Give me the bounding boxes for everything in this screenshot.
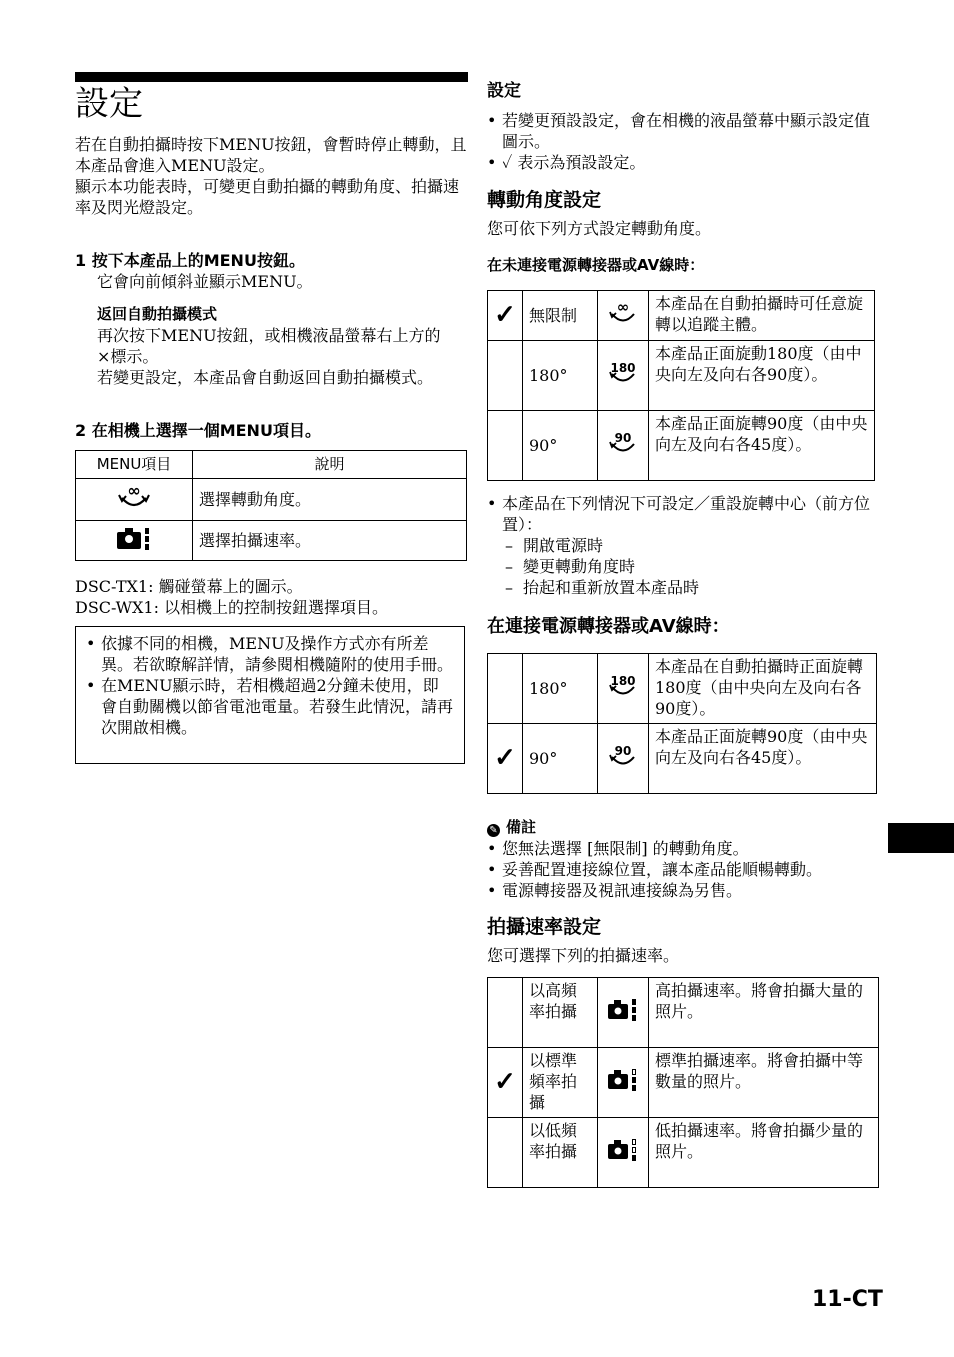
option-desc: 本產品正面旋轉90度（由中央向左及向右各45度）。 <box>649 411 875 481</box>
settings-heading: 設定 <box>487 81 521 101</box>
remarks-heading: 備註 <box>506 818 537 836</box>
shooting-rate-icon <box>76 521 193 561</box>
default-check: ✓ <box>488 724 523 794</box>
intro <box>75 134 470 218</box>
shooting-heading: 拍攝速率設定 <box>487 916 602 938</box>
unplugged-heading: 在未連接電源轉接器或AV線時： <box>487 256 705 274</box>
page-title: 設定 <box>75 84 143 124</box>
intro-line-1: 若在自動拍攝時按下MENU按鈕，會暫時停止轉動，且本產品會進入MENU設定。 <box>75 135 467 175</box>
rotate-180-icon <box>598 341 649 411</box>
remark-item: • 您無法選擇 [無限制] 的轉動角度。 <box>487 838 887 859</box>
rotation-icon <box>76 479 193 521</box>
menu-row-desc: 選擇拍攝速率。 <box>193 521 467 561</box>
caution-box <box>75 626 465 764</box>
remarks-section <box>487 817 887 901</box>
option-desc: 低拍攝速率。將會拍攝少量的照片。 <box>649 1118 879 1188</box>
option-desc: 本產品正面旋動180度（由中央向左及向右各90度）。 <box>649 341 875 411</box>
note-icon: ✎ <box>487 824 500 837</box>
rotation-icon-text: 180 <box>610 361 636 375</box>
step-1 <box>75 250 470 388</box>
standard-rate-icon <box>598 1048 649 1118</box>
section-tab <box>888 823 954 853</box>
option-desc: 本產品在自動拍攝時可任意旋轉以追蹤主體。 <box>649 291 875 341</box>
option-label: 以標準頻率拍攝 <box>523 1048 598 1118</box>
rotation-icon-text: 90 <box>614 431 632 445</box>
step-2-label: 2 在相機上選擇一個MENU項目。 <box>75 421 321 440</box>
option-desc: 標準拍攝速率。將會拍攝中等數量的照片。 <box>649 1048 879 1118</box>
option-label: 無限制 <box>523 291 598 341</box>
rotation-plugged-table <box>487 653 877 794</box>
step-1-label: 1 按下本產品上的MENU按鈕。 <box>75 251 305 270</box>
default-check <box>488 341 523 411</box>
rotation-heading: 轉動角度設定 <box>487 189 602 211</box>
return-text-2: 若變更設定，本產品會自動返回自動拍攝模式。 <box>97 368 434 387</box>
rotation-icon-text: 90 <box>614 744 632 758</box>
device-note: DSC-TX1: 觸碰螢幕上的圖示。 <box>75 577 303 596</box>
default-check: ✓ <box>488 1048 523 1118</box>
menu-row-desc: 選擇轉動角度。 <box>193 479 467 521</box>
rotation-desc: 您可依下列方式設定轉動角度。 <box>487 219 712 238</box>
low-rate-icon <box>598 1118 649 1188</box>
rotate-180-icon <box>598 654 649 724</box>
reset-item: – 開啟電源時 <box>505 535 877 556</box>
remark-item: • 妥善配置連接線位置，讓本產品能順暢轉動。 <box>487 859 887 880</box>
plugged-heading: 在連接電源轉接器或AV線時： <box>487 616 730 637</box>
default-check <box>488 1118 523 1188</box>
reset-item: – 抬起和重新放置本產品時 <box>505 577 877 598</box>
rotate-90-icon <box>598 411 649 481</box>
reset-item: – 變更轉動角度時 <box>505 556 877 577</box>
reset-section <box>487 493 877 598</box>
option-desc: 高拍攝速率。將會拍攝大量的照片。 <box>649 978 879 1048</box>
device-note: DSC-WX1: 以相機上的控制按鈕選擇項目。 <box>75 598 389 617</box>
reset-bullet: • 本產品在下列情況下可設定／重設旋轉中心（前方位置）： <box>487 493 877 535</box>
option-desc: 本產品在自動拍攝時正面旋轉180度（由中央向左及向右各90度）。 <box>649 654 877 724</box>
page-number: 11-CT <box>812 1287 883 1312</box>
option-label: 90° <box>523 724 598 794</box>
default-check <box>488 411 523 481</box>
rotation-icon-text: ∞ <box>616 298 630 316</box>
step-2 <box>75 420 470 441</box>
remark-item: • 電源轉接器及視訊連接線為另售。 <box>487 880 887 901</box>
rotation-unplugged-table <box>487 290 875 481</box>
option-desc: 本產品正面旋轉90度（由中央向左及向右各45度）。 <box>649 724 877 794</box>
rotation-icon-text: 180 <box>610 674 636 688</box>
device-notes <box>75 576 470 618</box>
menu-table <box>75 450 467 561</box>
caution-item: • 依據不同的相機，MENU及操作方式亦有所差異。若欲瞭解詳情，請參閱相機隨附的使用手冊。 <box>86 633 454 675</box>
settings-bullet: • 若變更預設設定，會在相機的液晶螢幕中顯示設定值圖示。 <box>487 110 877 152</box>
intro-line-2: 顯示本功能表時，可變更自動拍攝的轉動角度、拍攝速率及閃光燈設定。 <box>75 177 460 217</box>
default-check <box>488 654 523 724</box>
shooting-section <box>487 915 877 966</box>
shooting-desc: 您可選擇下列的拍攝速率。 <box>487 946 680 965</box>
rotate-90-icon <box>598 724 649 794</box>
option-label: 以低頻率拍攝 <box>523 1118 598 1188</box>
default-check: ✓ <box>488 291 523 341</box>
option-label: 90° <box>523 411 598 481</box>
step-1-desc: 它會向前傾斜並顯示MENU。 <box>97 272 313 291</box>
unlimited-rotation-icon <box>598 291 649 341</box>
option-label: 以高頻率拍攝 <box>523 978 598 1048</box>
settings-bullet: • ✓ 表示為預設設定。 <box>487 152 877 173</box>
svg-text:∞: ∞ <box>127 482 141 500</box>
option-label: 180° <box>523 654 598 724</box>
title-rule <box>75 72 468 82</box>
option-label: 180° <box>523 341 598 411</box>
shooting-table <box>487 977 879 1188</box>
plugged-heading-wrap <box>487 615 877 639</box>
menu-table-header-item: MENU項目 <box>76 451 193 479</box>
return-text-1: 再次按下MENU按鈕，或相機液晶螢幕右上方的×標示。 <box>97 326 441 366</box>
return-heading: 返回自動拍攝模式 <box>97 305 218 323</box>
caution-item: • 在MENU顯示時，若相機超過2分鐘未使用，即會自動關機以節省電池電量。若發生此情況，請再次開啟相機。 <box>86 675 454 738</box>
rotation-section <box>487 188 877 276</box>
menu-table-header-desc: 說明 <box>193 451 467 479</box>
settings-section <box>487 80 877 173</box>
default-check <box>488 978 523 1048</box>
high-rate-icon <box>598 978 649 1048</box>
